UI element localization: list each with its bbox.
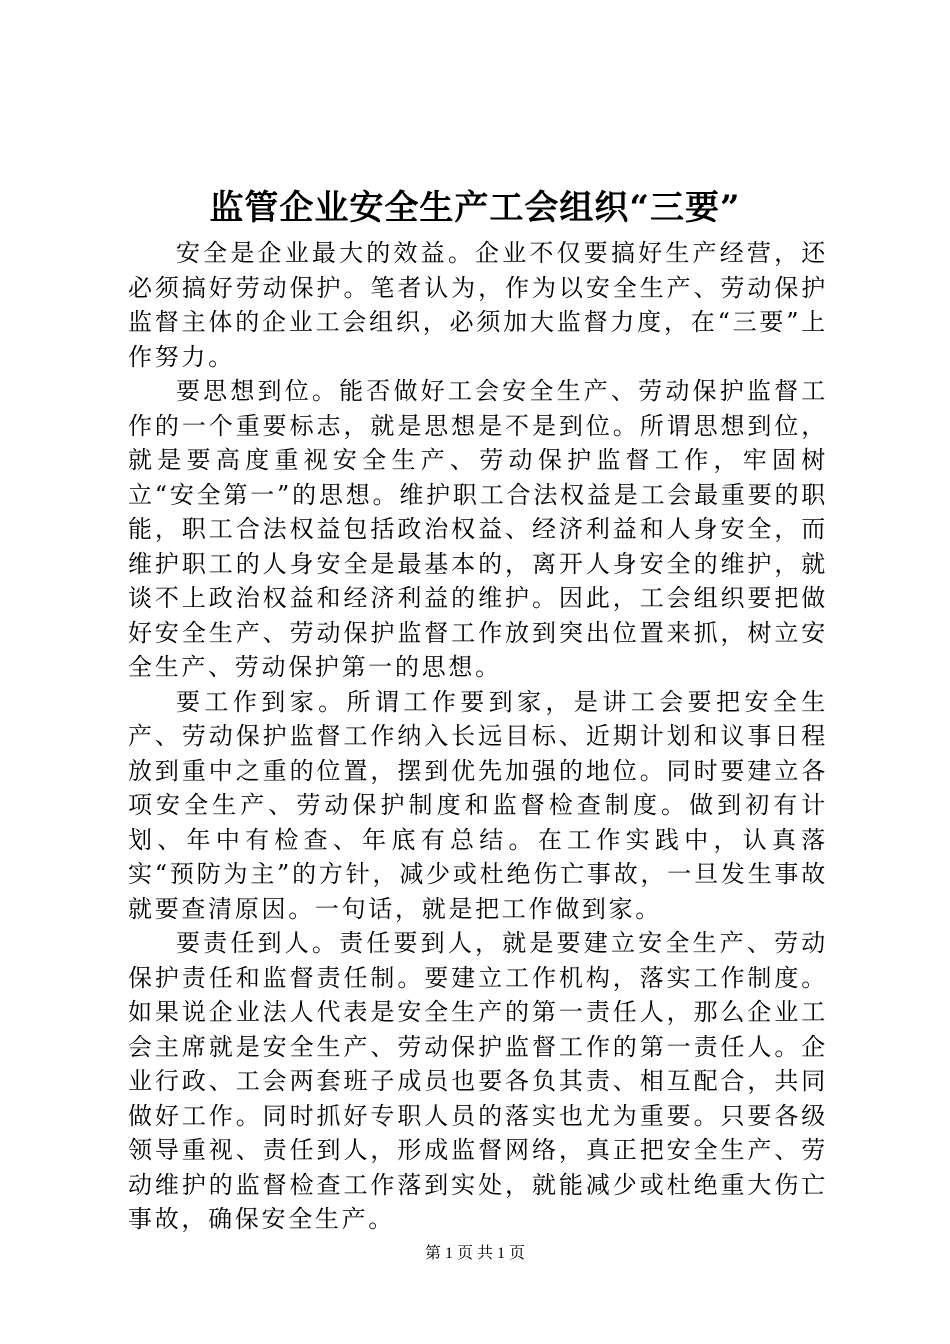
paragraph-intro: 安全是企业最大的效益。企业不仅要搞好生产经营，还必须搞好劳动保护。笔者认为，作为以安全生产、劳动保护监督主体的企业工会组织，必须加大监督力度，在“三要”上作努力。 xyxy=(128,239,828,371)
paragraph-thought-in-place: 要思想到位。能否做好工会安全生产、劳动保护监督工作的一个重要标志，就是思想是不是到位。所谓思想到位，就是要高度重视安全生产、劳动保护监督工作，牢固树立“安全第一”的思想。维护职工合法权益是工会最重要的职能，职工合法权益包括政治权益、经济利益和人身安全，而维护职工的人身安全是最基本的，离开人身安全的维护，就谈不上政治权益和经济利益的维护。因此，工会组织要把做好安全生产、劳动保护监督工作放到突出位置来抓，树立安全生产、劳动保护第一的思想。 xyxy=(128,377,828,681)
paragraph-work-thorough: 要工作到家。所谓工作要到家，是讲工会要把安全生产、劳动保护监督工作纳入长远目标、近期计划和议事日程放到重中之重的位置，摆到优先加强的地位。同时要建立各项安全生产、劳动保护制度和监督检查制度。做到初有计划、年中有检查、年底有总结。在工作实践中，认真落实“预防为主”的方针，减少或杜绝伤亡事故，一旦发生事故就要查清原因。一句话，就是把工作做到家。 xyxy=(128,687,828,923)
page-number-footer: 第 1 页 共 1 页 xyxy=(424,1245,525,1262)
paragraph-responsibility-to-person: 要责任到人。责任要到人，就是要建立安全生产、劳动保护责任和监督责任制。要建立工作机构，落实工作制度。如果说企业法人代表是安全生产的第一责任人，那么企业工会主席就是安全生产、劳动保护监督工作的第一责任人。企业行政、工会两套班子成员也要各负其责、相互配合，共同做好工作。同时抓好专职人员的落实也尤为重要。只要各级领导重视、责任到人，形成监督网络，真正把安全生产、劳动维护的监督检查工作落到实处，就能减少或杜绝重大伤亡事故，确保安全生产。 xyxy=(128,929,828,1233)
document-title: 监管企业安全生产工会组织“三要” xyxy=(209,188,741,228)
document-body xyxy=(128,236,828,1237)
